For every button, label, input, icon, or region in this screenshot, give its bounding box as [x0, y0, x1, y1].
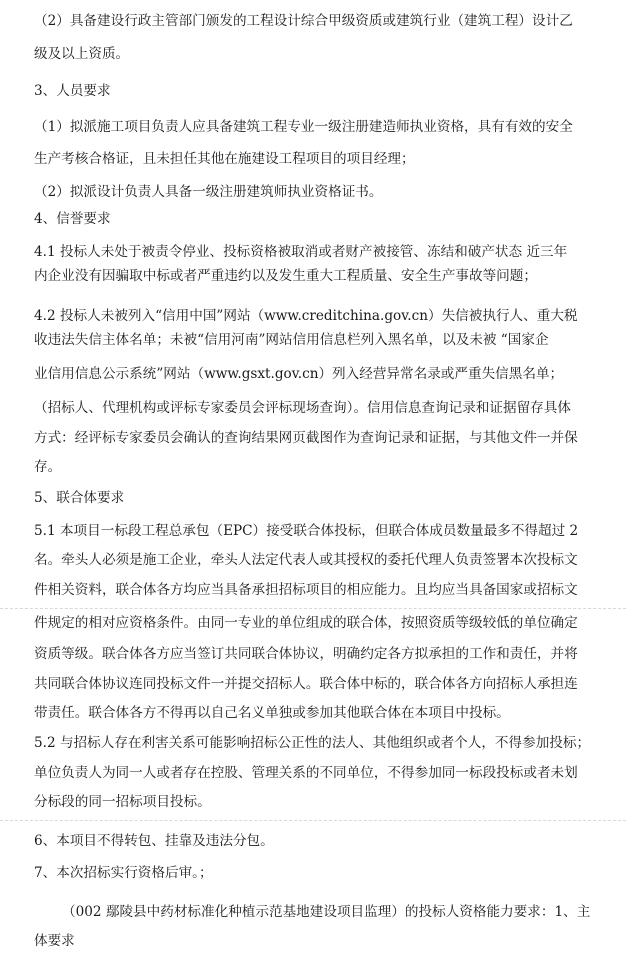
page-divider — [0, 608, 626, 609]
text-line: 收违法失信主体名单；未被“信用河南”网站信用信息栏列入黑名单，以及未被 “国家企 — [34, 332, 549, 348]
text-line: 4.1 投标人未处于被责令停业、投标资格被取消或者财产被接管、冻结和破产状态 近三年 — [34, 244, 568, 260]
text-line: 名。牵头人必须是施工企业，牵头人法定代表人或其授权的委托代理人负责签署本次投标文 — [34, 552, 578, 568]
text-line: 分标段的同一招标项目投标。 — [34, 794, 211, 810]
text-line: （2）拟派设计负责人具备一级注册建筑师执业资格证书。 — [34, 184, 383, 200]
text-line: 7、本次招标实行资格后审。； — [34, 865, 213, 881]
text-line: 生产考核合格证，且未担任其他在施建设工程项目的项目经理； — [34, 151, 415, 167]
text-line: 6、本项目不得转包、挂靠及违法分包。 — [34, 833, 274, 849]
text-line: （2）具备建设行政主管部门颁发的工程设计综合甲级资质或建筑行业（建筑工程）设计乙 — [34, 13, 573, 29]
text-line: 件规定的相对应资格条件。由同一专业的单位组成的联合体，按照资质等级较低的单位确定 — [34, 615, 578, 631]
text-line: （1）拟派施工项目负责人应具备建筑工程专业一级注册建造师执业资格，具有有效的安全 — [34, 119, 573, 135]
text-line: （招标人、代理机构或评标专家委员会评标现场查询）。信用信息查询记录和证据留存具体 — [34, 400, 571, 416]
text-line: 方式：经评标专家委员会确认的查询结果网页截图作为查询记录和证据，与其他文件一并保 — [34, 430, 578, 446]
text-line: 资质等级。联合体各方应当签订共同联合体协议，明确约定各方拟承担的工作和责任，并将 — [34, 646, 578, 662]
text-line: 单位负责人为同一人或者存在控股、管理关系的不同单位，不得参加同一标段投标或者未划 — [34, 765, 578, 781]
text-line: （002 鄢陵县中药材标准化种植示范基地建设项目监理）的投标人资格能力要求：1、主 — [62, 904, 591, 920]
text-line: 级及以上资质。 — [34, 46, 130, 62]
text-line: 4.2 投标人未被列入“信用中国”网站（www.creditchina.gov.cn）失信被执行人、重大税 — [34, 308, 578, 324]
text-line: 业信用信息公示系统”网站（www.gsxt.gov.cn）列入经营异常名录或严重失信黑名单； — [34, 366, 564, 382]
text-line: 内企业没有因骗取中标或者严重违约以及发生重大工程质量、安全生产事故等问题； — [34, 268, 537, 284]
text-line: 存。 — [34, 459, 62, 475]
section-heading: 5、联合体要求 — [34, 490, 125, 506]
text-line: 体要求 — [34, 933, 75, 949]
text-line: 件相关资料，联合体各方均应当具备承担招标项目的相应能力。且均应当具备国家或招标文 — [34, 582, 578, 598]
text-line: 带责任。联合体各方不得再以自己名义单独或参加其他联合体在本项目中投标。 — [34, 705, 510, 721]
section-heading: 4、信誉要求 — [34, 211, 111, 227]
text-line: 5.1 本项目一标段工程总承包（EPC）接受联合体投标，但联合体成员数量最多不得超过 2 — [34, 523, 579, 539]
text-line: 共同联合体协议连同投标文件一并提交招标人。联合体中标的，联合体各方向招标人承担连 — [34, 676, 578, 692]
page-divider — [0, 820, 626, 821]
text-line: 5.2 与招标人存在利害关系可能影响招标公正性的法人、其他组织或者个人，不得参加投标； — [34, 735, 591, 751]
section-heading: 3、人员要求 — [34, 83, 111, 99]
